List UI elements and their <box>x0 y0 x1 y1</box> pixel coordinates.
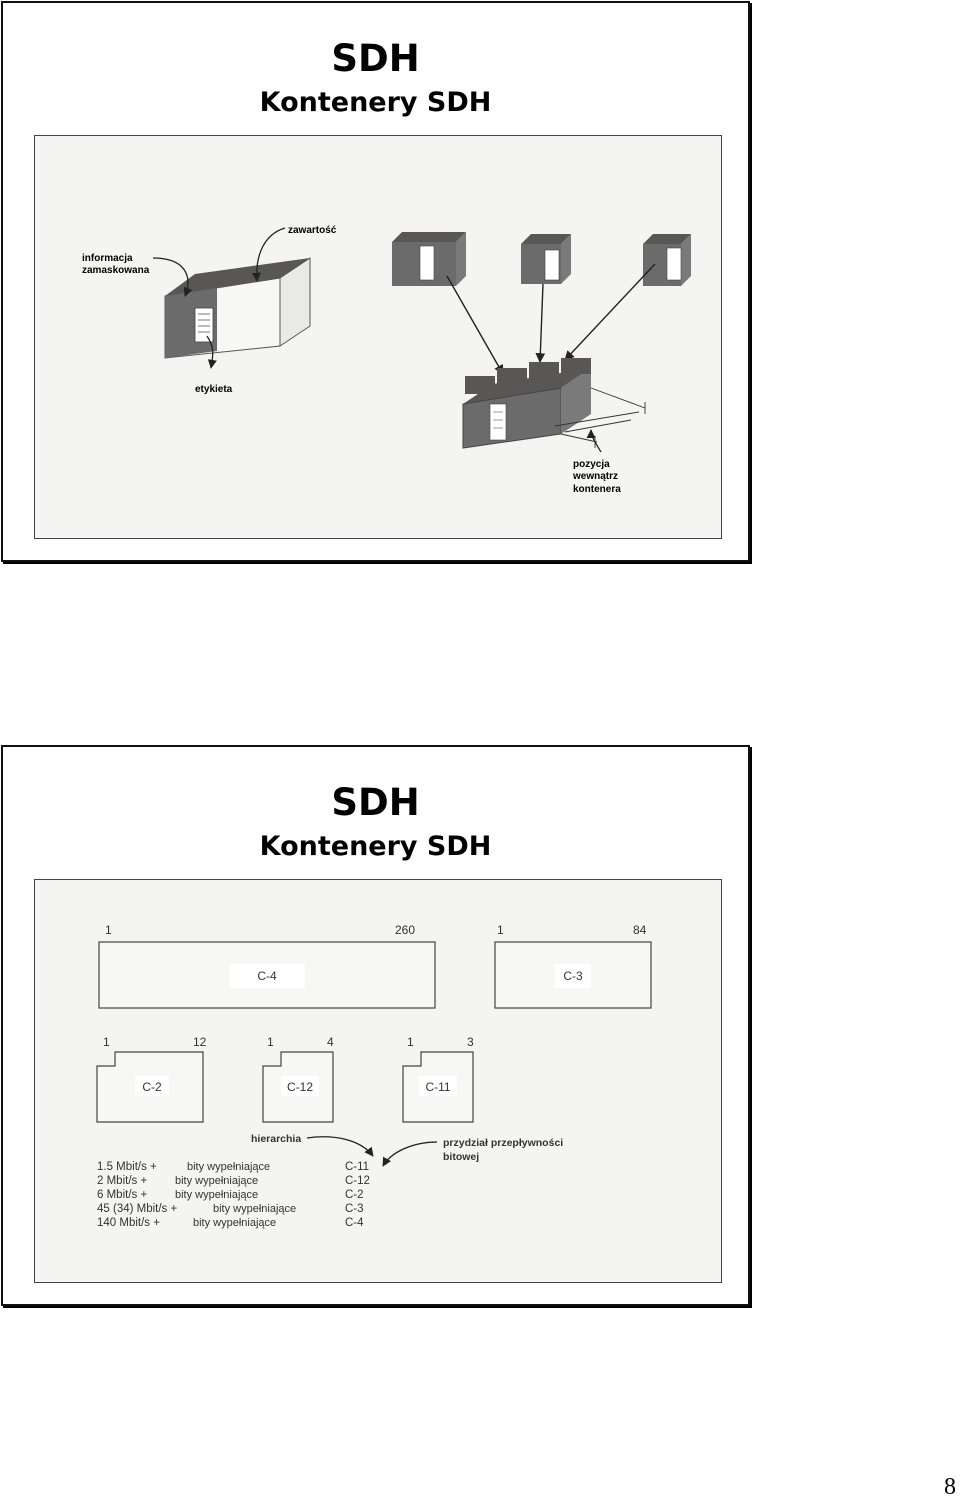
page-number: 8 <box>944 1474 956 1500</box>
c4-start: 1 <box>105 923 112 937</box>
masked-info-label-1: informacja <box>82 253 133 264</box>
rate-container: C-11 <box>345 1161 370 1173</box>
c11-end: 3 <box>467 1035 474 1049</box>
destination-container <box>463 358 591 448</box>
allocation-arrow <box>383 1142 437 1166</box>
container-diagram <box>34 135 722 539</box>
allocation-label-1: przydział przepływności <box>443 1137 564 1149</box>
c12-start: 1 <box>267 1035 274 1049</box>
rate-container: C-3 <box>345 1203 364 1215</box>
rate-desc: bity wypełniające <box>187 1161 271 1173</box>
box-2-arrow <box>540 284 543 362</box>
c11-name: C-11 <box>425 1080 451 1094</box>
c3-name: C-3 <box>563 969 583 983</box>
masked-info-label-2: zamaskowana <box>82 265 150 276</box>
rate-row <box>97 1175 370 1187</box>
container-c12 <box>263 1035 334 1122</box>
container-c11 <box>403 1035 474 1122</box>
rate-row <box>97 1203 364 1215</box>
c4-name: C-4 <box>257 969 277 983</box>
rate-row <box>97 1161 369 1173</box>
c2-start: 1 <box>103 1035 110 1049</box>
slide-2 <box>1 745 750 1306</box>
container-c4 <box>99 923 435 1008</box>
rate-row <box>97 1217 364 1229</box>
hierarchy-arrow <box>307 1137 373 1156</box>
hierarchy-label: hierarchia <box>251 1133 302 1145</box>
rate-container: C-12 <box>345 1175 370 1187</box>
slide-subtitle: Kontenery SDH <box>259 87 492 118</box>
rate-desc: bity wypełniające <box>175 1175 259 1187</box>
c3-end: 84 <box>633 923 647 937</box>
position-label-1: pozycja <box>573 459 610 470</box>
rate-value: 6 Mbit/s + <box>97 1189 148 1201</box>
slide-subtitle: Kontenery SDH <box>259 831 492 862</box>
container-c2 <box>97 1035 207 1122</box>
rate-value: 1.5 Mbit/s + <box>97 1161 157 1173</box>
rate-desc: bity wypełniające <box>213 1203 297 1215</box>
rate-value: 2 Mbit/s + <box>97 1175 148 1187</box>
container-c3 <box>495 923 651 1008</box>
container-sizes-svg <box>35 880 722 1283</box>
content-label: zawartość <box>288 225 337 236</box>
c11-start: 1 <box>407 1035 414 1049</box>
box-3-arrow <box>565 264 655 360</box>
rate-desc: bity wypełniające <box>175 1189 259 1201</box>
rate-value: 140 Mbit/s + <box>97 1217 160 1229</box>
c2-end: 12 <box>193 1035 207 1049</box>
rate-container: C-2 <box>345 1189 364 1201</box>
small-box-1 <box>392 232 466 286</box>
container-sizes-diagram <box>34 879 722 1283</box>
small-box-3 <box>643 234 691 286</box>
c12-name: C-12 <box>286 1080 314 1094</box>
small-box-2 <box>521 234 571 284</box>
c2-name: C-2 <box>142 1080 162 1094</box>
container-diagram-svg <box>35 136 722 539</box>
label-label: etykieta <box>195 384 233 395</box>
rate-value: 45 (34) Mbit/s + <box>97 1203 178 1215</box>
position-label-2: wewnątrz <box>573 471 619 482</box>
rate-container: C-4 <box>345 1217 364 1229</box>
rate-desc: bity wypełniające <box>193 1217 277 1229</box>
slide-1 <box>1 1 750 562</box>
c4-end: 260 <box>395 923 416 937</box>
c3-start: 1 <box>497 923 504 937</box>
position-label-3: kontenera <box>573 484 621 495</box>
slide-title: SDH <box>331 37 420 80</box>
box-1-arrow <box>447 276 503 374</box>
slide-title: SDH <box>331 781 420 824</box>
c12-end: 4 <box>327 1035 334 1049</box>
rate-row <box>97 1189 364 1201</box>
allocation-label-2: bitowej <box>443 1151 480 1163</box>
